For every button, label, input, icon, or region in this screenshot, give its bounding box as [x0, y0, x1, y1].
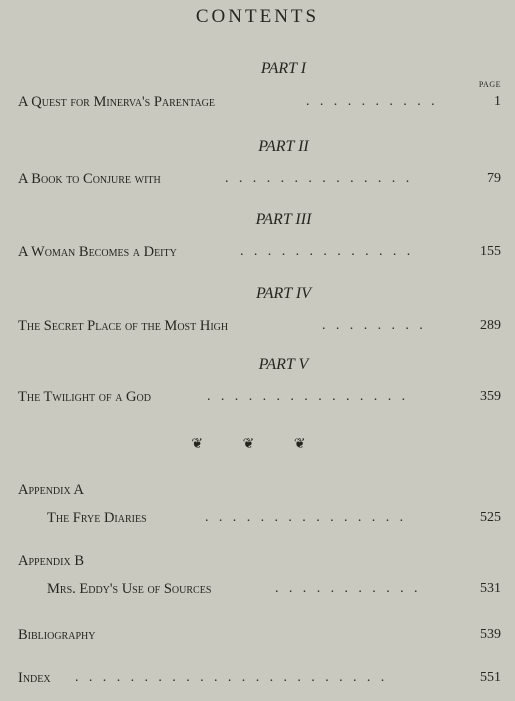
toc-entry-title: Bibliography — [18, 627, 96, 643]
leader-dots: ........... — [275, 581, 428, 596]
leader-dots: ............. — [240, 244, 421, 259]
toc-entry-page: 539 — [480, 627, 501, 642]
leader-dots: ............... — [205, 510, 414, 525]
toc-entry-page: 79 — [487, 171, 501, 186]
toc-entry — [0, 581, 515, 601]
part-heading: PART I — [260, 60, 307, 77]
toc-entry — [0, 171, 515, 191]
toc-entry-title: The Frye Diaries — [47, 510, 147, 526]
toc-entry-title: A Woman Becomes a Deity — [18, 244, 177, 260]
toc-entry-page: 531 — [480, 581, 501, 596]
leader-dots: ....................... — [75, 670, 395, 685]
toc-entry-page: 525 — [480, 510, 501, 525]
toc-entry-page: 289 — [480, 318, 501, 333]
toc-entry — [0, 244, 515, 264]
toc-entry-title: The Secret Place of the Most High — [18, 318, 229, 334]
appendix-heading: Appendix A — [18, 482, 84, 498]
toc-entry — [0, 318, 515, 338]
page-title: CONTENTS — [195, 6, 320, 27]
toc-entry-page: 359 — [480, 389, 501, 404]
toc-entry-title: Index — [18, 670, 51, 686]
toc-entry-page: 155 — [480, 244, 501, 259]
leader-dots: .............. — [225, 171, 420, 186]
section-ornament: ❦ ❦ ❦ — [191, 437, 324, 452]
toc-entry-title: A Quest for Minerva's Parentage — [18, 94, 215, 110]
toc-entry-page: 551 — [480, 670, 501, 685]
page-column-header: PAGE — [478, 80, 501, 89]
part-heading: PART V — [258, 356, 309, 373]
part-heading: PART IV — [256, 285, 311, 302]
toc-entry-title: Mrs. Eddy's Use of Sources — [47, 581, 212, 597]
appendix-heading: Appendix B — [18, 553, 84, 569]
toc-entry — [0, 510, 515, 530]
part-heading: PART III — [255, 211, 312, 228]
toc-entry-title: A Book to Conjure with — [18, 171, 161, 187]
toc-entry — [0, 627, 515, 647]
leader-dots: ........ — [322, 318, 434, 333]
toc-entry — [0, 389, 515, 409]
toc-entry-title: The Twilight of a God — [18, 389, 151, 405]
toc-entry — [0, 670, 515, 690]
leader-dots: ............... — [207, 389, 416, 404]
leader-dots: .......... — [306, 94, 445, 109]
toc-entry-page: 1 — [494, 94, 501, 109]
toc-entry — [0, 94, 515, 114]
part-heading: PART II — [258, 138, 309, 155]
